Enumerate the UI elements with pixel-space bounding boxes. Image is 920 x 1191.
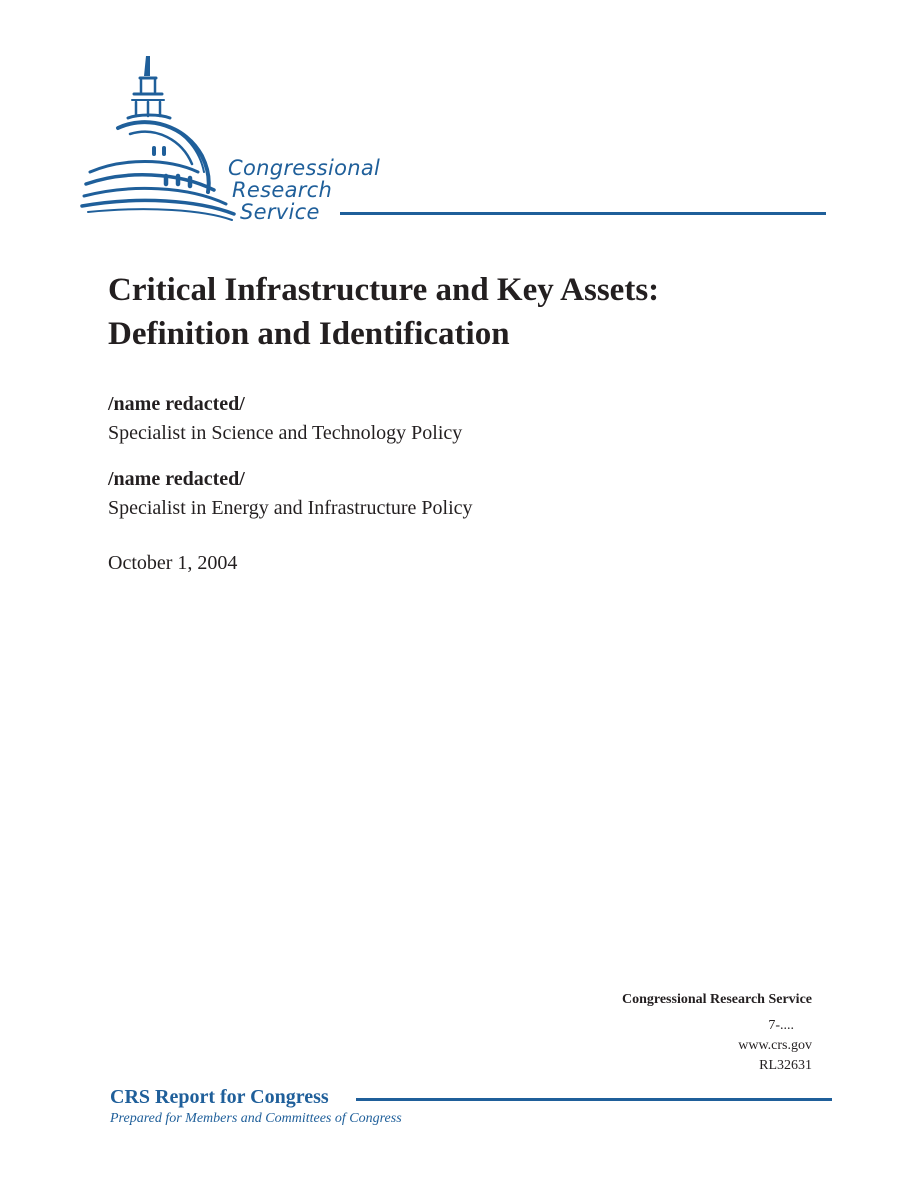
crs-info-block [512, 990, 812, 1076]
publication-date: October 1, 2004 [108, 552, 238, 574]
report-footer-header [110, 1086, 832, 1112]
crs-url: www.crs.gov [738, 1038, 812, 1053]
crs-org-name: Congressional Research Service [621, 992, 812, 1007]
report-title-line-2: Definition and Identification [108, 316, 510, 352]
report-title [108, 268, 828, 356]
logo-text-congressional: Congressional [228, 156, 381, 180]
report-title-line-1: Critical Infrastructure and Key Assets: [108, 272, 660, 308]
capitol-dome-icon [78, 52, 248, 232]
logo-text-service: Service [240, 200, 320, 224]
report-rule [356, 1098, 832, 1101]
logo-text-research: Research [232, 178, 333, 202]
report-number: RL32631 [759, 1058, 812, 1073]
crs-logo [78, 52, 838, 232]
author-name: /name redacted/ [108, 393, 245, 415]
report-subtitle: Prepared for Members and Committees of Congress [110, 1111, 402, 1126]
crs-code: 7-.... [768, 1018, 794, 1033]
author-name: /name redacted/ [108, 468, 245, 490]
logo-rule [340, 212, 826, 215]
author-role: Specialist in Science and Technology Policy [108, 422, 463, 444]
crs-report-title: CRS Report for Congress [110, 1086, 329, 1108]
author-role: Specialist in Energy and Infrastructure Policy [108, 497, 473, 519]
